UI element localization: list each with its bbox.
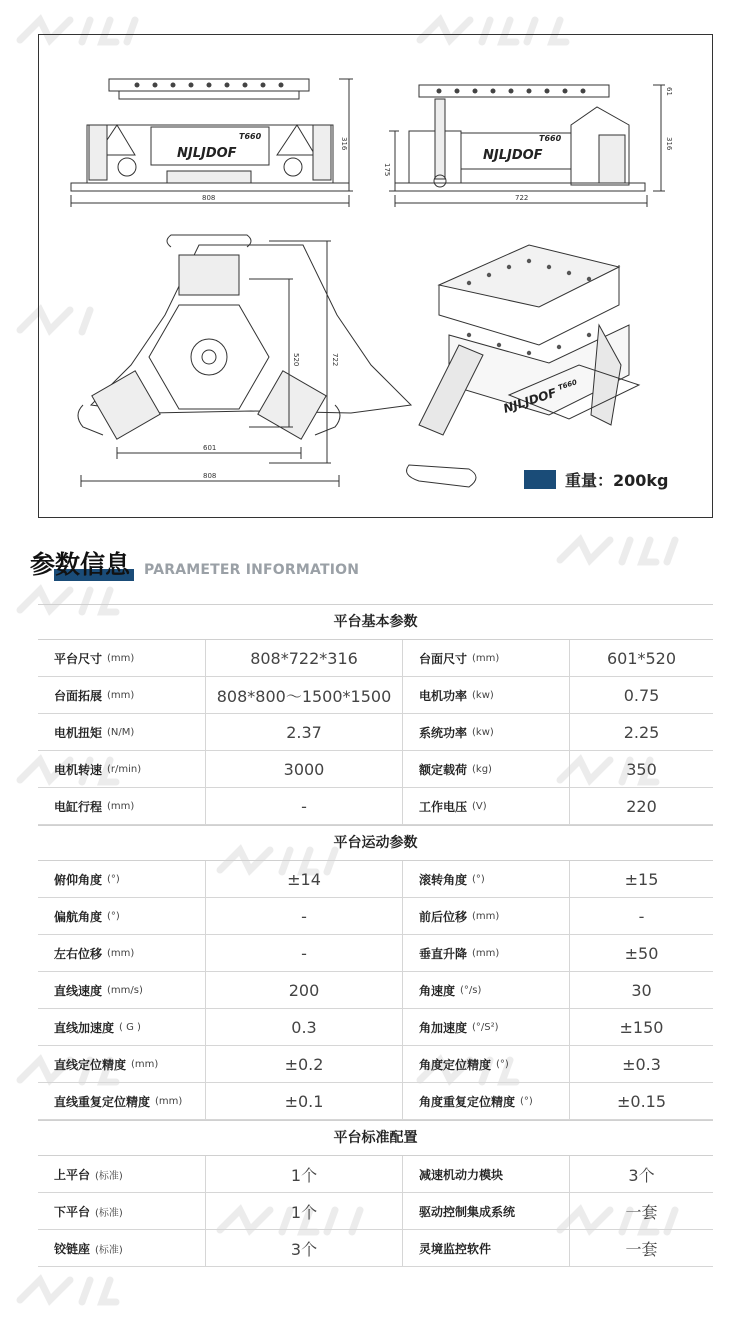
param-value-cell: [569, 677, 713, 713]
param-label-cell: [38, 751, 205, 787]
param-unit: (mm): [155, 1095, 183, 1107]
param-value-cell: [569, 1009, 713, 1045]
param-name: 角加速度: [419, 1020, 468, 1035]
param-label-cell: [38, 714, 205, 750]
param-value-cell: [205, 1230, 402, 1266]
table-row: [38, 861, 713, 898]
param-unit: ( G ): [119, 1021, 141, 1033]
param-value: 1个: [290, 1165, 318, 1185]
iso-view-drawing: [407, 245, 639, 487]
param-label-cell: [402, 972, 569, 1008]
weight-label: 重量：200kg: [565, 471, 669, 490]
param-name: 俯仰角度: [54, 872, 103, 887]
param-name: 直线速度: [54, 983, 103, 998]
dim-side-height: 316: [665, 137, 673, 151]
dim-front-width: 808: [202, 194, 216, 202]
dim-front-height: 316: [340, 137, 348, 151]
param-label-cell: [38, 1046, 205, 1082]
param-value-cell: [569, 1046, 713, 1082]
param-unit: (°): [496, 1058, 509, 1070]
param-unit: (mm): [472, 652, 500, 664]
param-value: 350: [626, 759, 657, 779]
param-label-cell: [38, 1009, 205, 1045]
param-name: 电机转速: [54, 762, 103, 777]
group-title: 平台标准配置: [38, 1120, 713, 1156]
param-value-cell: [205, 861, 402, 897]
param-label-cell: [402, 640, 569, 676]
dim-side-top: 61: [665, 87, 673, 96]
param-value: ±0.3: [622, 1054, 661, 1074]
param-value: 3个: [628, 1165, 655, 1185]
param-name: 减速机动力模块: [419, 1167, 504, 1182]
side-model-text: T660: [539, 134, 562, 143]
param-unit: (mm): [107, 800, 135, 812]
section-title-cn: 参数信息: [30, 550, 131, 579]
param-name: 驱动控制集成系统: [419, 1204, 516, 1219]
weight-swatch: [524, 470, 556, 489]
param-label-cell: [402, 751, 569, 787]
param-value: ±150: [619, 1017, 664, 1037]
param-label-cell: [38, 972, 205, 1008]
table-row: [38, 972, 713, 1009]
param-unit: (标准): [95, 1244, 123, 1256]
param-value-cell: [569, 935, 713, 971]
param-value: 30: [631, 980, 652, 1000]
param-value-cell: [569, 898, 713, 934]
param-label-cell: [38, 898, 205, 934]
param-value-cell: [569, 1230, 713, 1266]
param-label-cell: [38, 861, 205, 897]
section-header: [30, 545, 359, 581]
param-value-cell: [569, 1083, 713, 1119]
param-label-cell: [402, 788, 569, 824]
param-value: 3个: [290, 1239, 318, 1259]
param-value-cell: [569, 788, 713, 824]
param-value: 2.25: [623, 722, 660, 742]
param-name: 工作电压: [419, 799, 468, 814]
param-label-cell: [402, 677, 569, 713]
group-title: 平台基本参数: [38, 604, 713, 640]
param-value-cell: [569, 751, 713, 787]
param-label-cell: [38, 1230, 205, 1266]
param-value: 601*520: [606, 648, 677, 668]
param-value-cell: [569, 861, 713, 897]
dim-side-width: 722: [515, 194, 529, 202]
table-row: [38, 1193, 713, 1230]
param-label-cell: [402, 1046, 569, 1082]
param-value-cell: [569, 1193, 713, 1229]
param-value: 200: [288, 980, 320, 1000]
param-unit: (kg): [472, 763, 492, 775]
param-value-cell: [569, 1156, 713, 1192]
param-unit: (mm): [107, 947, 135, 959]
param-name: 额定载荷: [419, 762, 468, 777]
param-value: 2.37: [286, 722, 322, 742]
param-name: 电机功率: [419, 688, 468, 703]
param-label-cell: [402, 1156, 569, 1192]
param-value-cell: [569, 714, 713, 750]
side-logo-text: NJLJDOF: [483, 148, 543, 163]
param-value-cell: [205, 788, 402, 824]
front-view-drawing: [71, 79, 353, 207]
param-unit: (°): [472, 873, 485, 885]
param-name: 角速度: [419, 983, 456, 998]
dim-top-inner-width: 601: [203, 444, 217, 452]
param-value: ±14: [287, 869, 321, 889]
dim-top-depth: 722: [331, 353, 339, 367]
param-value: ±0.2: [284, 1054, 324, 1074]
iso-logo-text: NJLJDOF: [501, 385, 559, 416]
table-row: [38, 1046, 713, 1083]
table-row: [38, 640, 713, 677]
param-value: ±0.15: [616, 1091, 667, 1111]
param-value: 一套: [625, 1202, 658, 1222]
technical-drawing: [39, 35, 714, 519]
table-row: [38, 1156, 713, 1193]
param-name: 前后位移: [419, 909, 468, 924]
param-label-cell: [38, 640, 205, 676]
param-unit: (kw): [472, 726, 494, 738]
table-row: [38, 935, 713, 972]
param-unit: (mm/s): [107, 984, 143, 996]
param-value-cell: [569, 640, 713, 676]
table-row: [38, 1230, 713, 1267]
param-label-cell: [38, 1083, 205, 1119]
table-row: [38, 788, 713, 825]
param-name: 电机扭矩: [54, 725, 103, 740]
param-label-cell: [38, 788, 205, 824]
param-label-cell: [402, 935, 569, 971]
param-unit: (kw): [472, 689, 494, 701]
param-unit: (mm): [472, 947, 500, 959]
param-value: 1个: [290, 1202, 318, 1222]
param-value-cell: [205, 898, 402, 934]
param-label-cell: [402, 1230, 569, 1266]
param-name: 直线加速度: [54, 1020, 115, 1035]
iso-model-text: T660: [557, 378, 579, 392]
param-value-cell: [569, 972, 713, 1008]
param-name: 垂直升降: [419, 946, 468, 961]
param-label-cell: [402, 861, 569, 897]
param-value-cell: [205, 640, 402, 676]
param-value: -: [638, 906, 645, 926]
table-row: [38, 1009, 713, 1046]
param-unit: (标准): [95, 1170, 123, 1182]
parameter-table: [38, 604, 713, 1267]
param-name: 直线定位精度: [54, 1057, 127, 1072]
param-label-cell: [402, 714, 569, 750]
param-value: ±15: [624, 869, 659, 889]
param-name: 上平台: [54, 1167, 91, 1182]
param-name: 偏航角度: [54, 909, 103, 924]
param-value: 808*800～1500*1500: [216, 686, 392, 706]
param-value-cell: [205, 1083, 402, 1119]
param-label-cell: [402, 898, 569, 934]
table-row: [38, 1083, 713, 1120]
group-title: 平台运动参数: [38, 825, 713, 861]
param-name: 滚转角度: [419, 872, 468, 887]
param-value-cell: [205, 1046, 402, 1082]
param-unit: (°/S²): [472, 1021, 499, 1033]
param-unit: (mm): [131, 1058, 159, 1070]
param-unit: (°): [107, 873, 120, 885]
param-value-cell: [205, 972, 402, 1008]
param-unit: (mm): [107, 652, 135, 664]
param-value: 一套: [625, 1239, 658, 1259]
param-value: ±0.1: [284, 1091, 324, 1111]
param-value-cell: [205, 1009, 402, 1045]
param-value-cell: [205, 1193, 402, 1229]
param-unit: (N/M): [107, 726, 135, 738]
param-label-cell: [402, 1009, 569, 1045]
dim-top-depth-inner: 520: [292, 353, 300, 367]
param-name: 平台尺寸: [54, 651, 103, 666]
param-name: 台面尺寸: [419, 651, 468, 666]
table-row: [38, 677, 713, 714]
table-row: [38, 898, 713, 935]
param-unit: (r/min): [107, 763, 142, 775]
technical-drawing-panel: [38, 34, 713, 518]
param-value-cell: [205, 677, 402, 713]
param-unit: (°/s): [460, 984, 482, 996]
param-value-cell: [205, 751, 402, 787]
param-unit: (标准): [95, 1207, 123, 1219]
param-name: 角度定位精度: [419, 1057, 492, 1072]
dim-top-width: 808: [203, 472, 217, 480]
param-unit: (V): [472, 800, 487, 812]
param-label-cell: [402, 1083, 569, 1119]
param-label-cell: [38, 1193, 205, 1229]
param-name: 铰链座: [54, 1241, 91, 1256]
param-unit: (mm): [107, 689, 135, 701]
param-value-cell: [205, 714, 402, 750]
param-unit: (°): [107, 910, 120, 922]
param-name: 角度重复定位精度: [419, 1094, 516, 1109]
front-logo-text: NJLJDOF: [177, 146, 237, 161]
table-row: [38, 714, 713, 751]
side-view-drawing: [389, 85, 665, 207]
param-name: 直线重复定位精度: [54, 1094, 151, 1109]
section-title-en: PARAMETER INFORMATION: [144, 562, 360, 578]
top-view-drawing: [78, 235, 411, 487]
param-unit: (°): [520, 1095, 533, 1107]
param-name: 台面拓展: [54, 688, 103, 703]
param-value: 0.3: [291, 1017, 317, 1037]
param-name: 灵境监控软件: [419, 1241, 492, 1256]
param-unit: (mm): [472, 910, 500, 922]
param-value-cell: [205, 1156, 402, 1192]
front-model-text: T660: [239, 132, 262, 141]
param-label-cell: [402, 1193, 569, 1229]
param-value: -: [301, 906, 307, 926]
param-value: -: [301, 796, 307, 816]
param-value: 808*722*316: [250, 648, 358, 668]
param-value: 220: [626, 796, 657, 816]
param-name: 系统功率: [419, 725, 468, 740]
table-row: [38, 751, 713, 788]
param-label-cell: [38, 677, 205, 713]
param-value: ±50: [624, 943, 659, 963]
param-name: 左右位移: [54, 946, 103, 961]
param-name: 下平台: [54, 1204, 91, 1219]
param-name: 电缸行程: [54, 799, 103, 814]
param-label-cell: [38, 1156, 205, 1192]
param-label-cell: [38, 935, 205, 971]
dim-side-low: 175: [383, 163, 391, 177]
param-value: 3000: [283, 759, 325, 779]
param-value: 0.75: [623, 685, 660, 705]
weight-legend: [524, 468, 669, 491]
param-value: -: [301, 943, 307, 963]
param-value-cell: [205, 935, 402, 971]
